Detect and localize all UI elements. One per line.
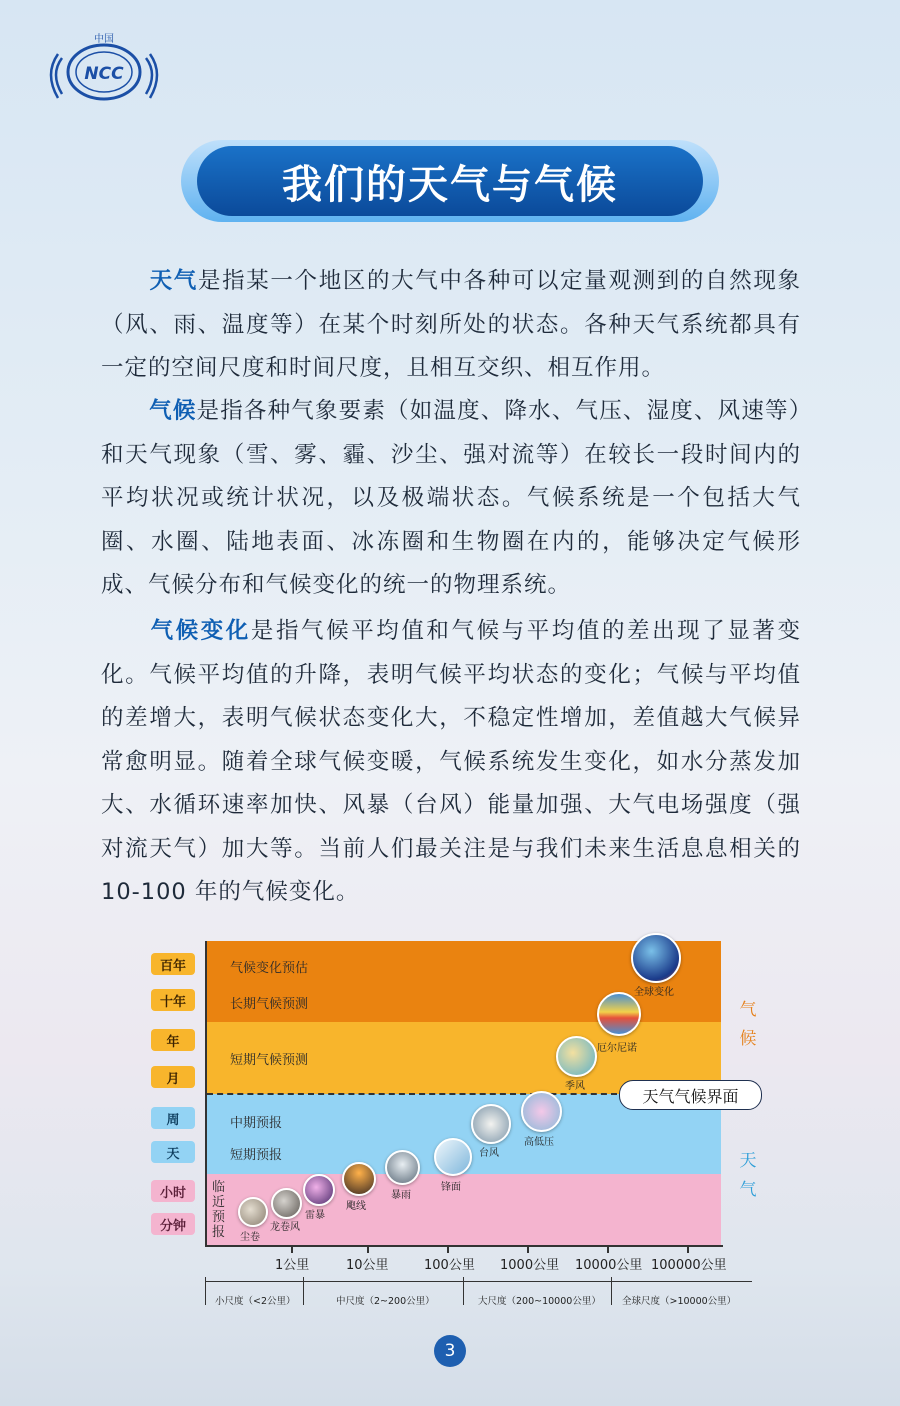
phenomenon-label: 龙卷风 [270, 1222, 300, 1233]
x-label: 10000公里 [575, 1258, 643, 1273]
x-tick [607, 1247, 609, 1253]
paragraph-weather [101, 260, 801, 391]
y-label-century: 百年 [151, 953, 195, 975]
band-label-projection: 气候变化预估 [230, 961, 309, 976]
interface-label: 天气气候界面 [619, 1080, 762, 1110]
paragraph-weather-text: 是指某一个地区的大气中各种可以定量观测到的自然现象（风、雨、温度等）在某个时刻所处的状态。各种天气系统都具有一定的空间尺度和时间尺度，且相互交织、相互作用。 [101, 268, 801, 381]
side-label-weather: 天气 [739, 1151, 757, 1200]
x-axis [205, 1245, 723, 1247]
x-label: 100公里 [424, 1258, 475, 1273]
phenomenon-label: 雷暴 [305, 1210, 325, 1221]
x-label: 1000公里 [500, 1258, 560, 1273]
phenomenon-typhoon-icon [471, 1104, 511, 1144]
interface-line [207, 1093, 617, 1095]
phenomenon-thunderstorm-icon [303, 1174, 335, 1206]
y-label-decade: 十年 [151, 989, 195, 1011]
y-label-month: 月 [151, 1066, 195, 1088]
phenomenon-dust-devil-icon [238, 1197, 268, 1227]
side-label-climate: 气候 [739, 1000, 757, 1049]
band-label-nowcast: 临近预报 [212, 1180, 226, 1240]
y-label-minute: 分钟 [151, 1213, 195, 1235]
paragraph-climate [101, 390, 801, 608]
scale-label-small: 小尺度（<2公里） [215, 1296, 296, 1307]
scale-label-global: 全球尺度（>10000公里） [622, 1296, 737, 1307]
page-number: 3 [434, 1335, 466, 1367]
band-label-short-range: 短期预报 [230, 1148, 283, 1163]
phenomenon-label: 暴雨 [391, 1190, 411, 1201]
x-tick [447, 1247, 449, 1253]
phenomenon-front-icon [434, 1138, 472, 1176]
phenomenon-label: 全球变化 [634, 987, 674, 998]
paragraph-climate-text: 是指各种气象要素（如温度、降水、气压、湿度、风速等）和天气现象（雪、雾、霾、沙尘、强对流等）在较长一段时间内的平均状况或统计状况，以及极端状态。气候系统是一个包括大气圈、水圈、陆地表面、冰冻圈和生物圈在内的，能够决定气候形成、气候分布和气候变化的统一的物理系统。 [101, 398, 801, 598]
y-axis [205, 941, 207, 1247]
scale-divider [611, 1277, 612, 1305]
phenomenon-el-nino-icon [597, 992, 641, 1036]
y-label-hour: 小时 [151, 1180, 195, 1202]
keyword-weather: 天气 [149, 268, 198, 294]
paragraph-climate-change [101, 610, 801, 915]
phenomenon-label: 厄尔尼诺 [597, 1043, 637, 1054]
phenomenon-squall-line-icon [342, 1162, 376, 1196]
phenomenon-pressure-system-icon [521, 1091, 562, 1132]
logo-mark-text: NCC [84, 64, 124, 84]
x-label: 1公里 [275, 1258, 310, 1273]
x-tick [291, 1247, 293, 1253]
y-label-week: 周 [151, 1107, 195, 1129]
scale-divider [205, 1277, 206, 1305]
band-label-long-term: 长期气候预测 [230, 997, 309, 1012]
y-label-year: 年 [151, 1029, 195, 1051]
paragraph-climate-change-text: 是指气候平均值和气候与平均值的差出现了显著变化。气候平均值的升降，表明气候平均状态的变化；气候与平均值的差增大，表明气候状态变化大，不稳定性增加，差值越大气候异常愈明显。随着全球气候变暖，气候系统发生变化，如水分蒸发加大、水循环速率加快、风暴（台风）能量加强、大气电场强度（强对流天气）加大等。当前人们最关注是与我们未来生活息息相关的 10-100 年的气候变化。 [101, 618, 801, 905]
scale-label-large: 大尺度（200~10000公里） [478, 1296, 601, 1307]
ncc-logo [44, 30, 164, 106]
phenomenon-label: 锋面 [441, 1182, 461, 1193]
x-label: 100000公里 [651, 1258, 727, 1273]
phenomenon-global-change-icon [631, 933, 681, 983]
band-label-short-climate: 短期气候预测 [230, 1053, 309, 1068]
keyword-climate: 气候 [149, 398, 197, 424]
scale-divider [463, 1277, 464, 1305]
page-title: 我们的天气与气候 [197, 146, 703, 216]
scale-divider-line [205, 1281, 752, 1282]
scale-divider [303, 1277, 304, 1305]
phenomenon-rainstorm-icon [385, 1150, 420, 1185]
y-label-day: 天 [151, 1141, 195, 1163]
x-tick [687, 1247, 689, 1253]
keyword-climate-change: 气候变化 [149, 618, 251, 644]
phenomenon-tornado-icon [271, 1188, 302, 1219]
logo-top-text: 中国 [94, 34, 114, 45]
scale-label-meso: 中尺度（2~200公里） [336, 1296, 435, 1307]
phenomenon-label: 季风 [565, 1081, 585, 1092]
phenomenon-label: 台风 [479, 1148, 499, 1159]
phenomenon-label: 高低压 [524, 1137, 554, 1148]
x-tick [367, 1247, 369, 1253]
phenomenon-label: 飑线 [346, 1201, 366, 1212]
x-tick [527, 1247, 529, 1253]
x-label: 10公里 [346, 1258, 389, 1273]
phenomenon-monsoon-icon [556, 1036, 597, 1077]
phenomenon-label: 尘卷 [240, 1232, 260, 1243]
band-label-medium-range: 中期预报 [230, 1116, 283, 1131]
